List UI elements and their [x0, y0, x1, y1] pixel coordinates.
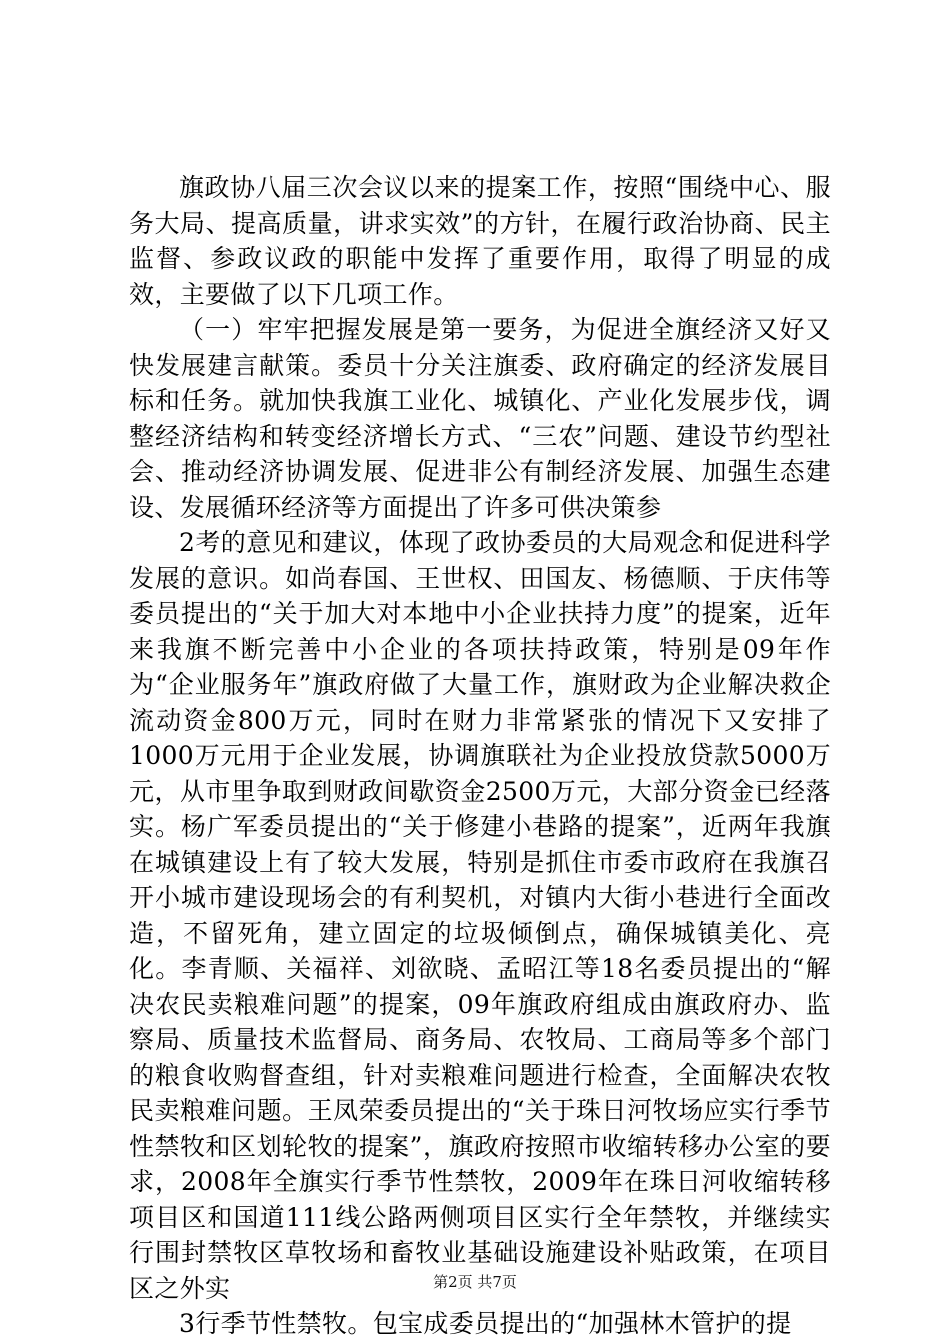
paragraph-proposals: 2考的意见和建议，体现了政协委员的大局观念和促进科学发展的意识。如尚春国、王世权、田国友、杨德顺、于庆伟等委员提出的“关于加大对本地中小企业扶持力度”的提案，近年来我旗不断完善中小企业的各项扶持政策，特别是09年作为“企业服务年”旗政府做了大量工作，旗财政为企业解决救企流动资金800万元，同时在财力非常紧张的情况下又安排了1000万元用于企业发展，协调旗联社为企业投放贷款5000万元，从市里争取到财政间歇资金2500万元，大部分资金已经落实。杨广军委员提出的“关于修建小巷路的提案”，近两年我旗在城镇建设上有了较大发展，特别是抓住市委市政府在我旗召开小城市建设现场会的有利契机，对镇内大街小巷进行全面改造，不留死角，建立固定的垃圾倾倒点，确保城镇美化、亮化。李青顺、关福祥、刘欲晓、孟昭江等18名委员提出的“解决农民卖粮难问题”的提案，09年旗政府组成由旗政府办、监察局、质量技术监督局、商务局、农牧局、工商局等多个部门的粮食收购督查组，针对卖粮难问题进行检查，全面解决农牧民卖粮难问题。王凤荣委员提出的“关于珠日河牧场应实行季节性禁牧和区划轮牧的提案”，旗政府按照市收缩转移办公室的要求，2008年全旗实行季节性禁牧，2009年在珠日河收缩转移项目区和国道111线公路两侧项目区实行全年禁牧，并继续实行围封禁牧区草牧场和畜牧业基础设施建设补贴政策，在项目区之外实: [129, 528, 831, 1303]
paragraph-intro: 旗政协八届三次会议以来的提案工作，按照“围绕中心、服务大局、提高质量，讲求实效”的方针，在履行政治协商、民主监督、参政议政的职能中发挥了重要作用，取得了明显的成效，主要做了以下几项工作。: [129, 173, 831, 309]
paragraph-continuation: 3行季节性禁牧。包宝成委员提出的“加强林木管护的提: [179, 1309, 792, 1338]
document-body: [129, 170, 831, 1342]
paragraph-section-one: （一）牢牢把握发展是第一要务，为促进全旗经济又好又快发展建言献策。委员十分关注旗委、政府确定的经济发展目标和任务。就加快我旗工业化、城镇化、产业化发展步伐，调整经济结构和转变经济增长方式、“三农”问题、建设节约型社会、推动经济协调发展、促进非公有制经济发展、加强生态建设、发展循环经济等方面提出了许多可供决策参: [129, 315, 831, 522]
page-footer: 第2页 共7页: [433, 1273, 517, 1291]
